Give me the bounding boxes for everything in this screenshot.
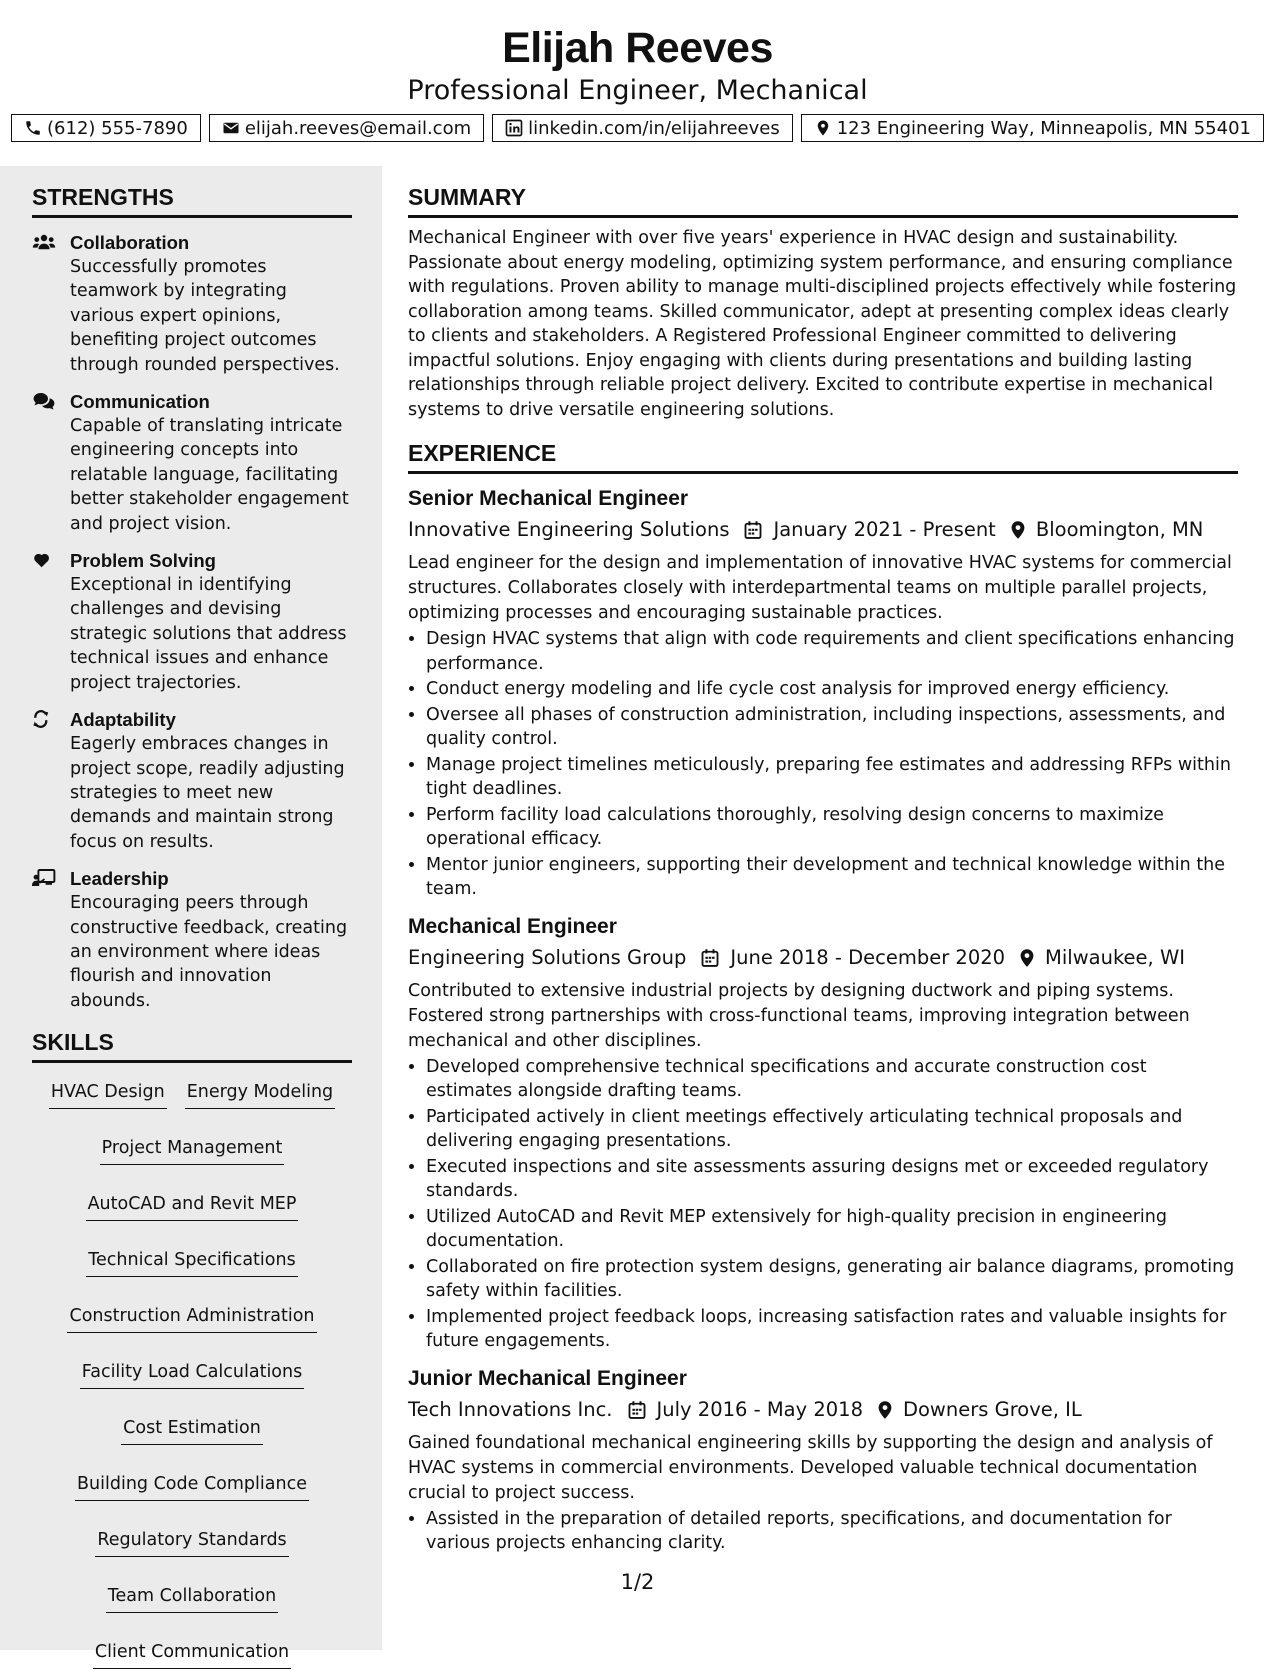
summary-heading: SUMMARY bbox=[408, 182, 1238, 218]
skill-tag: Facility Load Calculations bbox=[80, 1359, 304, 1389]
envelope-icon bbox=[222, 119, 240, 137]
heart-icon bbox=[32, 550, 56, 570]
strength-title: Leadership bbox=[70, 868, 169, 890]
skill-tag: Regulatory Standards bbox=[95, 1527, 288, 1557]
strength-desc: Eagerly embraces changes in project scope, readily adjusting strategies to meet new demands and maintain strong focus on results. bbox=[70, 734, 345, 852]
map-pin-icon bbox=[814, 119, 832, 137]
candidate-title: Professional Engineer, Mechanical bbox=[407, 75, 868, 106]
job-meta bbox=[408, 1395, 1238, 1425]
contact-email[interactable] bbox=[209, 114, 484, 142]
main-column bbox=[408, 182, 1238, 1557]
job-company: Tech Innovations Inc. bbox=[408, 1397, 613, 1421]
strength-title: Problem Solving bbox=[70, 550, 216, 572]
job-bullet: • Utilized AutoCAD and Revit MEP extensively for high-quality precision in engineering documentation. bbox=[426, 1205, 1238, 1254]
job-company: Innovative Engineering Solutions bbox=[408, 518, 730, 541]
job-bullet: • Developed comprehensive technical specifications and accurate construction cost estimates alongside drafting teams. bbox=[426, 1055, 1238, 1104]
job-location: Downers Grove, IL bbox=[902, 1397, 1082, 1421]
job-bullet: • Perform facility load calculations thoroughly, resolving design concerns to maximize operational efficacy. bbox=[426, 803, 1238, 852]
strength-item bbox=[32, 548, 352, 695]
job-dates: January 2021 - Present bbox=[773, 518, 996, 541]
contact-linkedin[interactable] bbox=[492, 114, 793, 142]
job-description: Lead engineer for the design and implementation of innovative HVAC systems for commercial structures. Collaborates closely with interdepartmental teams on multiple parallel projects, optimizing processes and encouraging sustainable practices. bbox=[408, 553, 1232, 623]
map-pin-icon bbox=[877, 1400, 893, 1420]
skill-tag: HVAC Design bbox=[49, 1079, 167, 1109]
contact-phone[interactable] bbox=[11, 114, 201, 142]
job-bullets bbox=[408, 1055, 1238, 1354]
job-bullet: • Conduct energy modeling and life cycle cost analysis for improved energy efficiency. bbox=[426, 677, 1238, 702]
contact-address bbox=[801, 114, 1264, 142]
job-title: Junior Mechanical Engineer bbox=[408, 1366, 687, 1390]
skill-tag: Team Collaboration bbox=[106, 1583, 278, 1613]
comments-icon bbox=[32, 391, 56, 411]
candidate-name: Elijah Reeves bbox=[502, 24, 773, 72]
job-meta bbox=[408, 943, 1238, 973]
summary-text: Mechanical Engineer with over five years' experience in HVAC design and sustainability. Passionate about energy modeling, optimizing system performance, and ensuring compliance with regulations. Proven ability to manage multi-disciplined projects effectively while fostering collaboration among teams. Skilled communicator, adept at presenting complex ideas clearly to clients and stakeholders. A Registered Professional Engineer committed to delivering impactful solutions. Enjoy engaging with clients during presentations and building lasting relationships through reliable project delivery. Excited to contribute expertise in mechanical systems to drive versatile engineering solutions. bbox=[408, 228, 1237, 420]
strength-desc: Exceptional in identifying challenges and devising strategic solutions that address technical issues and enhance project trajectories. bbox=[70, 575, 347, 693]
job-entry bbox=[408, 912, 1238, 1354]
job-bullet: • Implemented project feedback loops, increasing satisfaction rates and valuable insights for future engagements. bbox=[426, 1305, 1238, 1354]
job-dates: July 2016 - May 2018 bbox=[656, 1397, 863, 1421]
job-bullet: • Oversee all phases of construction administration, including inspections, assessments, and quality control. bbox=[426, 703, 1238, 752]
strength-desc: Successfully promotes teamwork by integrating various expert opinions, benefiting project outcomes through rounded perspectives. bbox=[70, 257, 340, 375]
contact-phone-text: (612) 555-7890 bbox=[47, 117, 188, 139]
skill-tag: Building Code Compliance bbox=[75, 1471, 309, 1501]
skill-tag: Technical Specifications bbox=[86, 1247, 297, 1277]
job-description: Gained foundational mechanical engineering skills by supporting the design and analysis of HVAC systems in commercial environments. Developed valuable technical documentation crucial to project success. bbox=[408, 1432, 1213, 1503]
job-bullet: • Assisted in the preparation of detailed reports, specifications, and documentation for various projects enhancing clarity. bbox=[426, 1507, 1238, 1556]
strengths-heading: STRENGTHS bbox=[32, 182, 352, 218]
skill-tag: Energy Modeling bbox=[185, 1079, 335, 1109]
job-location: Bloomington, MN bbox=[1035, 518, 1204, 541]
page-number: 1/2 bbox=[620, 1570, 655, 1594]
strength-desc: Encouraging peers through constructive feedback, creating an environment where ideas flourish and innovation abounds. bbox=[70, 893, 348, 1011]
job-description: Contributed to extensive industrial projects by designing ductwork and piping systems. Fostered strong partnerships with cross-functional teams, improving integration between mechanical and other disciplines. bbox=[408, 980, 1190, 1051]
sidebar bbox=[32, 182, 352, 1677]
calendar-icon bbox=[700, 948, 720, 968]
strength-title: Adaptability bbox=[70, 709, 176, 731]
strength-item bbox=[32, 230, 352, 377]
contact-bar bbox=[0, 114, 1275, 142]
calendar-icon bbox=[743, 520, 763, 540]
contact-email-text: elijah.reeves@email.com bbox=[244, 117, 472, 139]
job-title: Mechanical Engineer bbox=[408, 914, 617, 938]
contact-address-text: 123 Engineering Way, Minneapolis, MN 55401 bbox=[836, 117, 1251, 139]
skill-tag: Project Management bbox=[100, 1135, 285, 1165]
strength-desc: Capable of translating intricate engineering concepts into relatable language, facilitating better stakeholder engagement and project vision. bbox=[70, 416, 349, 534]
presenter-icon bbox=[32, 868, 56, 888]
experience-heading: EXPERIENCE bbox=[408, 438, 1238, 474]
calendar-icon bbox=[627, 1400, 647, 1420]
sync-icon bbox=[32, 709, 56, 729]
job-dates: June 2018 - December 2020 bbox=[730, 945, 1006, 969]
skill-tag: Client Communication bbox=[93, 1639, 291, 1669]
job-bullets bbox=[408, 627, 1238, 902]
map-pin-icon bbox=[1010, 520, 1026, 540]
contact-linkedin-text: linkedin.com/in/elijahreeves bbox=[528, 117, 780, 139]
skill-tag: AutoCAD and Revit MEP bbox=[86, 1191, 299, 1221]
resume-header bbox=[0, 22, 1275, 108]
job-bullet: • Executed inspections and site assessments assuring designs met or exceeded regulatory standards. bbox=[426, 1155, 1238, 1204]
job-bullet: • Design HVAC systems that align with code requirements and client specifications enhancing performance. bbox=[426, 627, 1238, 676]
job-entry bbox=[408, 484, 1238, 902]
job-title: Senior Mechanical Engineer bbox=[408, 487, 689, 510]
users-icon bbox=[32, 232, 56, 252]
phone-icon bbox=[24, 119, 42, 137]
strengths-list bbox=[32, 230, 352, 1013]
strength-item bbox=[32, 389, 352, 536]
strength-item bbox=[32, 707, 352, 854]
job-bullet: • Mentor junior engineers, supporting their development and technical knowledge within the team. bbox=[426, 853, 1238, 902]
job-location: Milwaukee, WI bbox=[1045, 945, 1185, 969]
job-bullet: • Manage project timelines meticulously, preparing fee estimates and addressing RFPs within tight deadlines. bbox=[426, 753, 1238, 802]
job-bullet: • Participated actively in client meetings effectively articulating technical proposals and delivering engaging presentations. bbox=[426, 1105, 1238, 1154]
skill-tag: Cost Estimation bbox=[121, 1415, 263, 1445]
job-company: Engineering Solutions Group bbox=[408, 945, 687, 969]
skills-heading: SKILLS bbox=[32, 1027, 352, 1063]
job-bullets bbox=[408, 1507, 1238, 1556]
strength-title: Collaboration bbox=[70, 232, 190, 253]
strength-item bbox=[32, 866, 352, 1013]
job-bullet: • Collaborated on fire protection system designs, generating air balance diagrams, promoting safety within facilities. bbox=[426, 1255, 1238, 1304]
map-pin-icon bbox=[1019, 948, 1035, 968]
job-entry bbox=[408, 1364, 1238, 1556]
strength-title: Communication bbox=[70, 391, 210, 413]
job-meta bbox=[408, 515, 1238, 545]
skill-tag: Construction Administration bbox=[67, 1303, 316, 1333]
linkedin-icon bbox=[505, 119, 523, 137]
